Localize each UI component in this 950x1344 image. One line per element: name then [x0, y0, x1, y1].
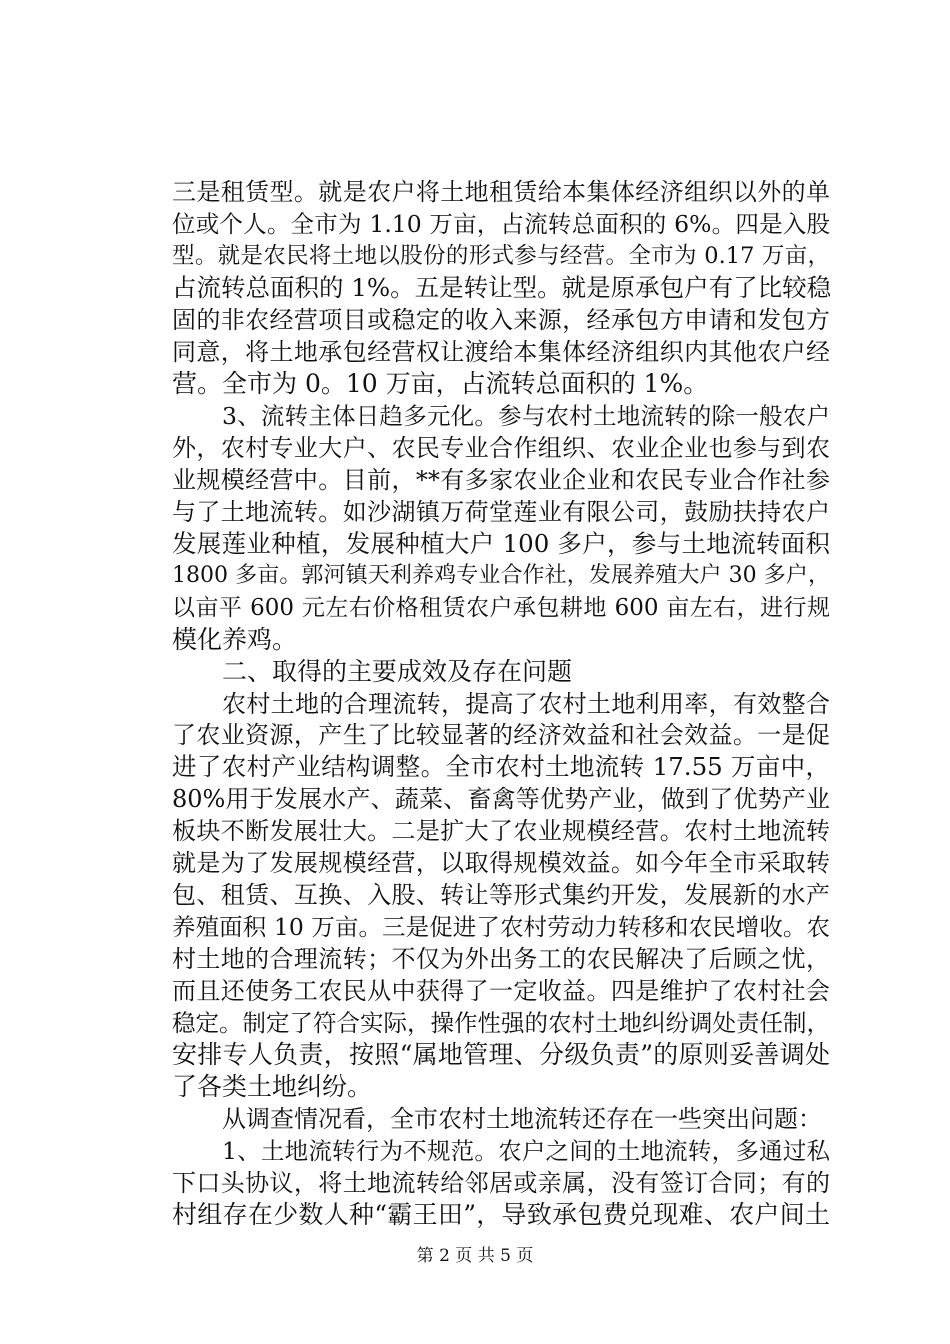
text-line: 进了农村产业结构调整。全市农村土地流转 17.55 万亩中， — [172, 752, 830, 781]
page-footer: 第 2 页 共 5 页 — [416, 1246, 534, 1266]
text-line: 位或个人。全市为 1.10 万亩，占流转总面积的 6%。四是入股 — [172, 210, 830, 238]
text-line: 下口头协议，将土地流转给邻居或亲属，没有签订合同；有的 — [172, 1169, 830, 1197]
section-heading: 二、取得的主要成效及存在问题 — [222, 657, 573, 686]
text-line: 就是为了发展规模经营，以取得规模效益。如今年全市采取转 — [172, 849, 830, 877]
text-line: 村组存在少数人种“霸王田”，导致承包费兑现难、农户间土 — [172, 1200, 830, 1229]
text-line: 固的非农经营项目或稳定的收入来源，经承包方申请和发包方 — [172, 306, 830, 334]
text-line: 板块不断发展壮大。二是扩大了农业规模经营。农村土地流转 — [172, 817, 830, 845]
text-line: 占流转总面积的 1%。五是转让型。就是原承包户有了比较稳 — [172, 273, 832, 302]
text-line: 三是租赁型。就是农户将土地租赁给本集体经济组织以外的单 — [172, 178, 830, 206]
text-line: 了各类土地纠纷。 — [172, 1072, 373, 1101]
text-line: 型。就是农民将土地以股份的形式参与经营。全市为 0.17 万亩， — [172, 243, 830, 269]
text-line: 外，农村专业大户、农民专业合作组织、农业企业也参与到农 — [172, 434, 830, 462]
text-line: 模化养鸡。 — [172, 625, 298, 654]
text-line: 村土地的合理流转；不仅为外出务工的农民解决了后顾之忧， — [172, 945, 830, 973]
text-line: 3、流转主体日趋多元化。参与农村土地流转的除一般农户 — [222, 402, 830, 430]
text-line: 而且还使务工农民从中获得了一定收益。四是维护了农村社会 — [172, 977, 830, 1005]
text-line: 了农业资源，产生了比较显著的经济效益和社会效益。一是促 — [172, 721, 830, 749]
text-line: 营。全市为 0。10 万亩，占流转总面积的 1%。 — [172, 369, 709, 398]
text-line: 养殖面积 10 万亩。三是促进了农村劳动力转移和农民增收。农 — [172, 913, 830, 941]
text-line: 安排专人负责，按照“属地管理、分级负责”的原则妥善调处 — [172, 1040, 830, 1069]
text-line: 同意，将土地承包经营权让渡给本集体经济组织内其他农户经 — [172, 338, 830, 366]
text-line: 农村土地的合理流转，提高了农村土地利用率，有效整合 — [222, 690, 830, 718]
text-line: 1、土地流转行为不规范。农户之间的土地流转，多通过私 — [222, 1137, 830, 1165]
text-line: 80%用于发展水产、蔬菜、畜禽等优势产业，做到了优势产业 — [172, 785, 830, 813]
text-line: 发展莲业种植，发展种植大户 100 多户，参与土地流转面积 — [172, 529, 830, 558]
text-line: 以亩平 600 元左右价格租赁农户承包耕地 600 亩左右，进行规 — [172, 595, 830, 621]
text-line: 包、租赁、互换、入股、转让等形式集约开发，发展新的水产 — [172, 881, 830, 909]
text-line: 稳定。制定了符合实际，操作性强的农村土地纠纷调处责任制， — [172, 1009, 830, 1037]
text-line: 1800 多亩。郭河镇天利养鸡专业合作社，发展养殖大户 30 多户， — [172, 563, 830, 588]
text-line: 与了土地流转。如沙湖镇万荷堂莲业有限公司，鼓励扶持农户 — [172, 498, 830, 526]
text-line: 业规模经营中。目前，**有多家农业企业和农民专业合作社参 — [172, 466, 830, 494]
text-line: 从调查情况看，全市农村土地流转还存在一些突出问题： — [222, 1105, 822, 1133]
